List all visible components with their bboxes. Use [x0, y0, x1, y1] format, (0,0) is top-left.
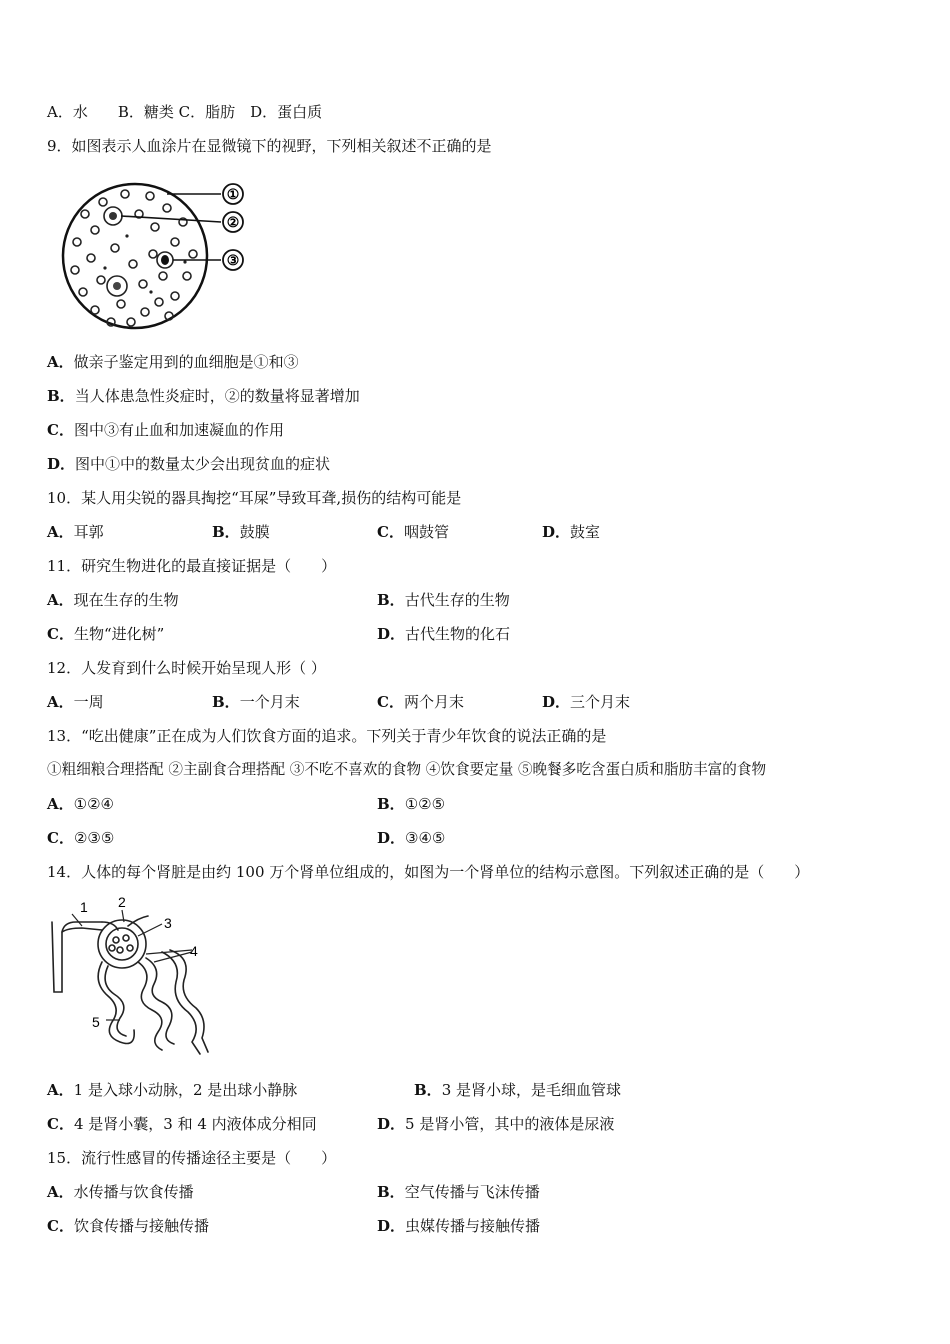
q15-option-b: B．空气传播与飞沫传播 [377, 1183, 540, 1201]
q14-label-3: 3 [164, 915, 172, 931]
q14-option-d: D．5 是肾小管，其中的液体是尿液 [377, 1115, 615, 1133]
q12-option-c: C．两个月末 [377, 693, 464, 711]
q9-label-2: ② [226, 214, 240, 230]
q9-stem: 9．如图表示人血涂片在显微镜下的视野，下列相关叙述不正确的是 [47, 137, 492, 155]
q10-stem: 10．某人用尖锐的器具掏挖“耳屎”导致耳聋,损伤的结构可能是 [47, 489, 462, 507]
q8-options: A．水 B．糖类 C．脂肪 D．蛋白质 [47, 103, 323, 121]
q13-option-c: C．②③⑤ [47, 829, 115, 847]
q14-label-1: 1 [80, 899, 88, 915]
q13-items: ①粗细粮合理搭配 ②主副食合理搭配 ③不吃不喜欢的食物 ④饮食要定量 ⑤晚餐多吃含蛋白质和脂肪丰富的食物 [47, 761, 767, 778]
q10-option-d: D．鼓室 [542, 523, 601, 541]
q14-stem: 14．人体的每个肾脏是由约 100 万个肾单位组成的，如图为一个肾单位的结构示意图。下列叙述正确的是（ ） [47, 863, 810, 881]
q13-option-a: A．①②④ [47, 795, 114, 813]
q11-stem: 11．研究生物进化的最直接证据是（ ） [47, 557, 337, 575]
q11-option-c: C．生物“进化树” [47, 625, 165, 643]
q12-option-d: D．三个月末 [542, 693, 631, 711]
q14-label-5: 5 [92, 1014, 100, 1030]
q10-option-b: B．鼓膜 [212, 523, 270, 541]
q9-option-d: D．图中①中的数量太少会出现贫血的症状 [47, 455, 331, 473]
q11-option-a: A．现在生存的生物 [47, 591, 179, 609]
q13-option-d: D．③④⑤ [377, 829, 446, 847]
q15-option-c: C．饮食传播与接触传播 [47, 1217, 209, 1235]
q9-option-a: A．做亲子鉴定用到的血细胞是①和③ [47, 353, 299, 371]
q12-stem: 12．人发育到什么时候开始呈现人形（ ） [47, 659, 326, 677]
q9-option-c: C．图中③有止血和加速凝血的作用 [47, 421, 284, 439]
q10-option-c: C．咽鼓管 [377, 523, 449, 541]
q14-option-c: C．4 是肾小囊，3 和 4 内液体成分相同 [47, 1115, 317, 1133]
q14-option-a: A．1 是入球小动脉，2 是出球小静脉 [47, 1081, 298, 1099]
q14-label-2: 2 [118, 894, 126, 910]
q13-option-b: B．①②⑤ [377, 795, 446, 813]
q12-option-a: A．一周 [47, 693, 104, 711]
blood-smear-figure [55, 172, 255, 340]
q11-option-d: D．古代生物的化石 [377, 625, 511, 643]
q9-label-3: ③ [226, 252, 240, 268]
q14-label-4: 4 [190, 943, 198, 959]
q15-stem: 15．流行性感冒的传播途径主要是（ ） [47, 1149, 337, 1167]
q9-option-b: B．当人体患急性炎症时，②的数量将显著增加 [47, 387, 360, 405]
q9-label-1: ① [226, 186, 240, 202]
q12-option-b: B．一个月末 [212, 693, 300, 711]
q13-stem: 13．“吃出健康”正在成为人们饮食方面的追求。下列关于青少年饮食的说法正确的是 [47, 727, 607, 745]
q15-option-d: D．虫媒传播与接触传播 [377, 1217, 541, 1235]
q14-option-b: B．3 是肾小球，是毛细血管球 [414, 1081, 622, 1099]
q10-option-a: A．耳郭 [47, 523, 104, 541]
nephron-figure [42, 892, 222, 1062]
q15-option-a: A．水传播与饮食传播 [47, 1183, 194, 1201]
q11-option-b: B．古代生存的生物 [377, 591, 510, 609]
